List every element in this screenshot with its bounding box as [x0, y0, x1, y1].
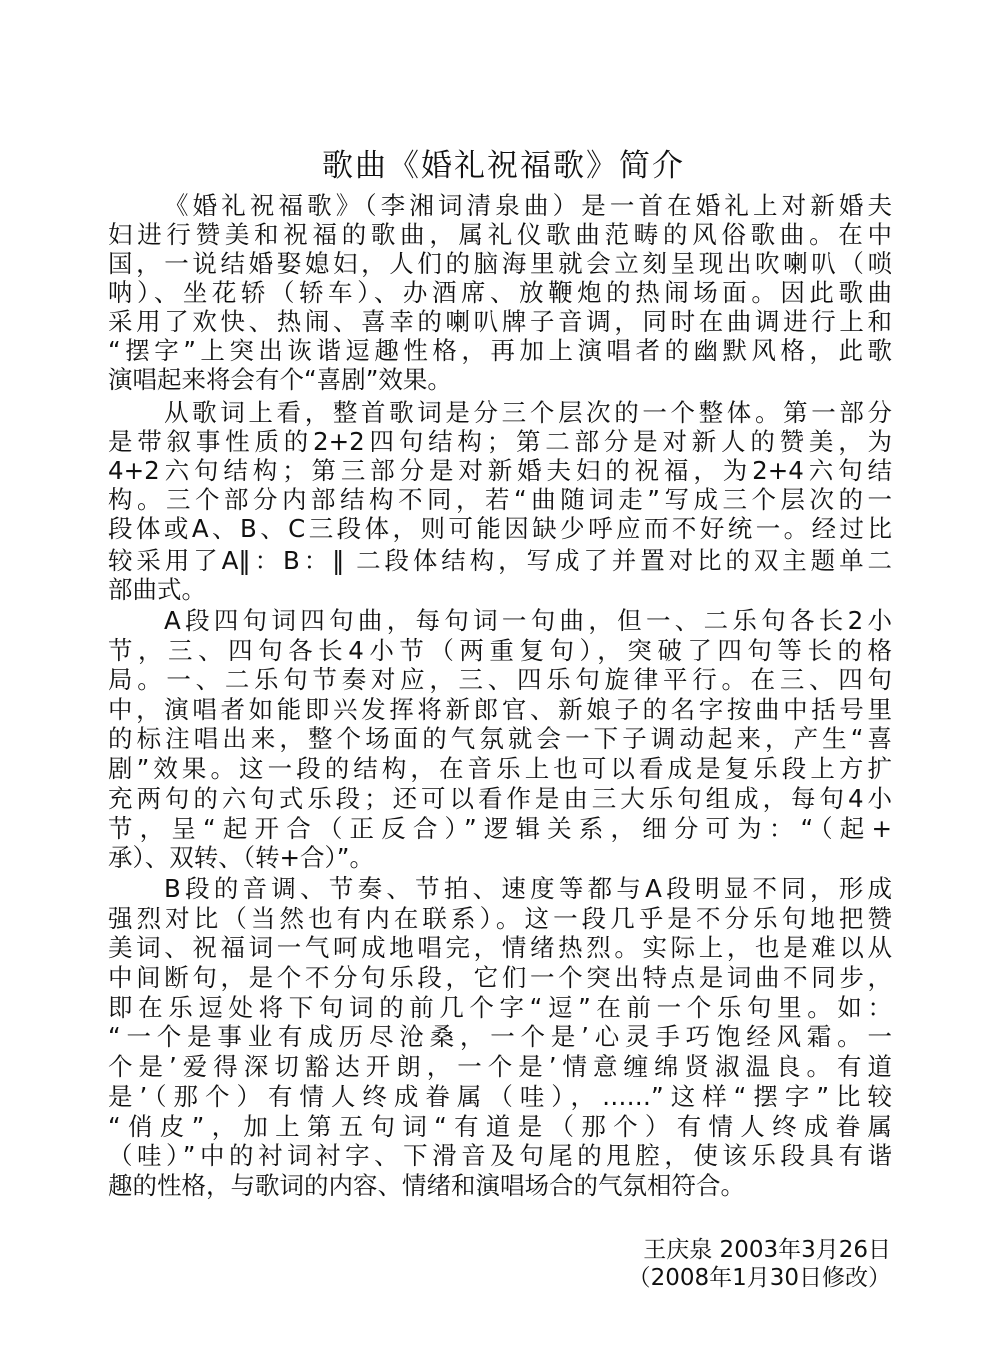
text-line: “俏皮”，加上第五句词“有道是（那个）有情人终成眷属	[108, 1112, 892, 1141]
text-line: 从歌词上看，整首歌词是分三个层次的一个整体。第一部分	[164, 398, 892, 427]
text-line: 国，一说结婚娶媳妇，人们的脑海里就会立刻呈现出吹喇叭（唢	[108, 249, 892, 278]
text-line: 妇进行赞美和祝福的歌曲，属礼仪歌曲范畴的风俗歌曲。在中	[108, 220, 892, 249]
text-line: 是’（那个）有情人终成眷属（哇），……”这样“摆字”比较	[108, 1082, 892, 1111]
text-line: 强烈对比（当然也有内在联系）。这一段几乎是不分乐句地把赞	[108, 904, 892, 933]
text-line: 节，三、四句各长4小节（两重复句），突破了四句等长的格	[108, 636, 892, 665]
text-line: 美词、祝福词一气呵成地唱完，情绪热烈。实际上，也是难以从	[108, 933, 892, 962]
text-line: 节，呈“起开合（正反合）”逻辑关系，细分可为：“（起+	[108, 814, 892, 843]
text-line: 的标注唱出来，整个场面的气氛就会一下子调动起来，产生“喜	[108, 724, 892, 753]
text-line: 构。三个部分内部结构不同，若“曲随词走”写成三个层次的一	[108, 485, 892, 514]
text-line: 趣的性格，与歌词的内容、情绪和演唱场合的气氛相符合。	[108, 1171, 745, 1200]
author-date: 王庆泉 2003年3月26日	[643, 1237, 891, 1263]
text-line: 承）、双转、（转+合）”。	[108, 843, 374, 872]
text-line: 较采用了A‖：B：‖ 二段体结构，写成了并置对比的双主题单二	[108, 546, 892, 575]
text-line: 4+2六句结构；第三部分是对新婚夫妇的祝福，为2+4六句结	[108, 456, 892, 485]
document-title: 歌曲《婚礼祝福歌》简介	[322, 147, 685, 184]
text-line: 部曲式。	[108, 575, 206, 604]
text-line: 中，演唱者如能即兴发挥将新郎官、新娘子的名字按曲中括号里	[108, 695, 892, 724]
text-line: 采用了欢快、热闹、喜幸的喇叭牌子音调，同时在曲调进行上和	[108, 307, 892, 336]
revision-date: （2008年1月30日修改）	[627, 1265, 891, 1291]
text-line: “一个是事业有成历尽沧桑，一个是’心灵手巧饱经风霜。一	[108, 1022, 892, 1051]
text-line: “摆字”上突出诙谐逗趣性格，再加上演唱者的幽默风格，此歌	[108, 336, 892, 365]
text-line: B段的音调、节奏、节拍、速度等都与A段明显不同，形成	[164, 874, 892, 903]
text-line: 充两句的六句式乐段；还可以看作是由三大乐句组成，每句4小	[108, 784, 892, 813]
text-line: 呐）、坐花轿（轿车）、办酒席、放鞭炮的热闹场面。因此歌曲	[108, 278, 892, 307]
text-line: 即在乐逗处将下句词的前几个字“逗”在前一个乐句里。如：	[108, 993, 892, 1022]
text-line: 演唱起来将会有个“喜剧”效果。	[108, 365, 452, 394]
text-line: 是带叙事性质的2+2四句结构；第二部分是对新人的赞美，为	[108, 427, 892, 456]
text-line: 剧”效果。这一段的结构，在音乐上也可以看成是复乐段上方扩	[108, 754, 892, 783]
text-line: 中间断句，是个不分句乐段，它们一个突出特点是词曲不同步，	[108, 963, 892, 992]
text-line: A段四句词四句曲，每句词一句曲，但一、二乐句各长2小	[164, 606, 892, 635]
text-line: 段体或A、B、C三段体，则可能因缺少呼应而不好统一。经过比	[108, 514, 892, 543]
text-line: 《婚礼祝福歌》（李湘词清泉曲）是一首在婚礼上对新婚夫	[164, 191, 892, 220]
text-line: 个是’爱得深切豁达开朗，一个是’情意缠绵贤淑温良。有道	[108, 1052, 892, 1081]
text-line: 局。一、二乐句节奏对应，三、四乐句旋律平行。在三、四句	[108, 665, 892, 694]
text-line: （哇）”中的衬词衬字、下滑音及句尾的甩腔，使该乐段具有谐	[108, 1141, 892, 1170]
